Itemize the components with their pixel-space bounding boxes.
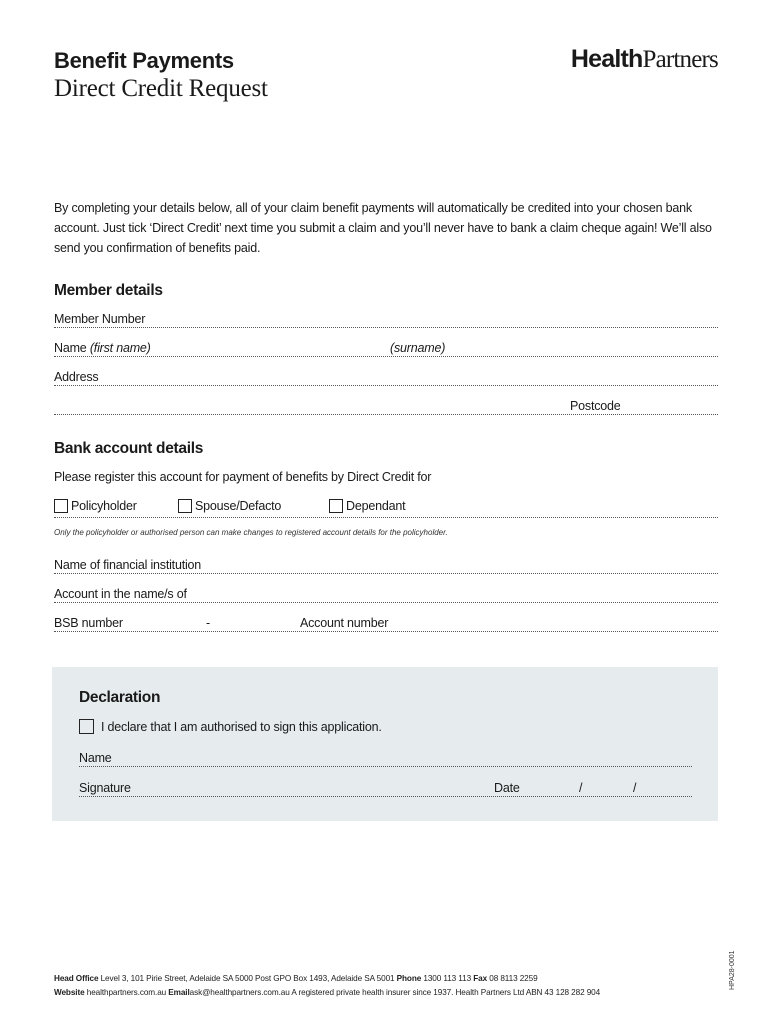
website-label: Website (54, 988, 85, 997)
declaration-option[interactable] (79, 719, 382, 734)
dependant-option[interactable] (329, 499, 405, 513)
intro-paragraph: By completing your details below, all of your claim benefit payments will automatically be credited into your chosen bank account. Just tick ‘Direct Credit’ next time you submit a claim and you’ll never have to bank a claim cheque again! We’ll also send you confirmation of benefits paid. (54, 201, 712, 255)
dependant-label: Dependant (346, 499, 406, 513)
first-name-label: (first name) (89, 341, 151, 355)
email-link[interactable]: ask@healthpartners.com.au (189, 988, 290, 997)
bsb-dash: - (206, 616, 210, 630)
beneficiary-checkbox-row (54, 499, 718, 518)
signature-date-field[interactable] (79, 783, 692, 797)
footer-line-1 (54, 974, 538, 983)
declaration-checkbox[interactable] (79, 719, 94, 734)
health-partners-logo (571, 45, 718, 74)
date-slash-1: / (579, 781, 583, 795)
bank-details-heading: Bank account details (54, 440, 204, 457)
signature-label: Signature (79, 781, 131, 795)
member-number-field[interactable] (54, 314, 718, 328)
form-subtitle: Direct Credit Request (54, 75, 268, 102)
spouse-defacto-option[interactable] (178, 499, 281, 513)
spouse-defacto-checkbox[interactable] (178, 499, 192, 513)
financial-institution-field[interactable] (54, 560, 718, 574)
logo-word-health: Health (570, 45, 643, 73)
member-details-heading: Member details (54, 282, 163, 299)
surname-label: (surname) (390, 341, 446, 355)
date-slash-2: / (633, 781, 637, 795)
policyholder-note: Only the policyholder or authorised person can make changes to registered account details for the policyholder. (54, 528, 448, 537)
form-title: Benefit Payments (54, 48, 234, 73)
postcode-label: Postcode (570, 399, 621, 413)
email-label: Email (168, 988, 190, 997)
declaration-panel (52, 667, 718, 821)
declaration-heading: Declaration (79, 689, 161, 706)
policyholder-label: Policyholder (71, 499, 137, 513)
dependant-checkbox[interactable] (329, 499, 343, 513)
phone-label: Phone (396, 974, 422, 983)
name-field[interactable] (54, 343, 718, 357)
phone-number: 1300 113 113 (423, 974, 472, 983)
date-label: Date (494, 781, 520, 795)
fax-label: Fax (473, 974, 488, 983)
policyholder-option[interactable] (54, 499, 137, 513)
financial-institution-label: Name of financial institution (54, 558, 202, 572)
declaration-name-label: Name (79, 751, 112, 765)
register-text: Please register this account for payment of benefits by Direct Credit for (54, 470, 432, 484)
account-number-label: Account number (300, 616, 389, 630)
account-name-label: Account in the name/s of (54, 587, 187, 601)
address-field[interactable] (54, 372, 718, 386)
account-name-field[interactable] (54, 589, 718, 603)
head-office-address: Level 3, 101 Pirie Street, Adelaide SA 5000 Post GPO Box 1493, Adelaide SA 5001 (100, 974, 395, 983)
registration-text: A registered private health insurer since 1937. Health Partners Ltd ABN 43 128 282 904 (291, 988, 601, 997)
spouse-defacto-label: Spouse/Defacto (195, 499, 282, 513)
website-link[interactable]: healthpartners.com.au (86, 988, 167, 997)
bsb-account-field[interactable] (54, 618, 718, 632)
name-label (54, 341, 151, 355)
member-number-label: Member Number (54, 312, 146, 326)
logo-word-partners: Partners (642, 46, 718, 73)
address-line2-field[interactable] (54, 401, 718, 415)
bsb-label: BSB number (54, 616, 123, 630)
declaration-name-field[interactable] (79, 753, 692, 767)
footer-line-2 (54, 988, 600, 997)
address-label: Address (54, 370, 99, 384)
declaration-statement: I declare that I am authorised to sign this application. (101, 719, 382, 734)
policyholder-checkbox[interactable] (54, 499, 68, 513)
name-label-text: Name (54, 341, 87, 355)
head-office-label: Head Office (54, 974, 99, 983)
fax-number: 08 8113 2259 (489, 974, 538, 983)
form-code: HPA28-0001 (729, 950, 736, 990)
